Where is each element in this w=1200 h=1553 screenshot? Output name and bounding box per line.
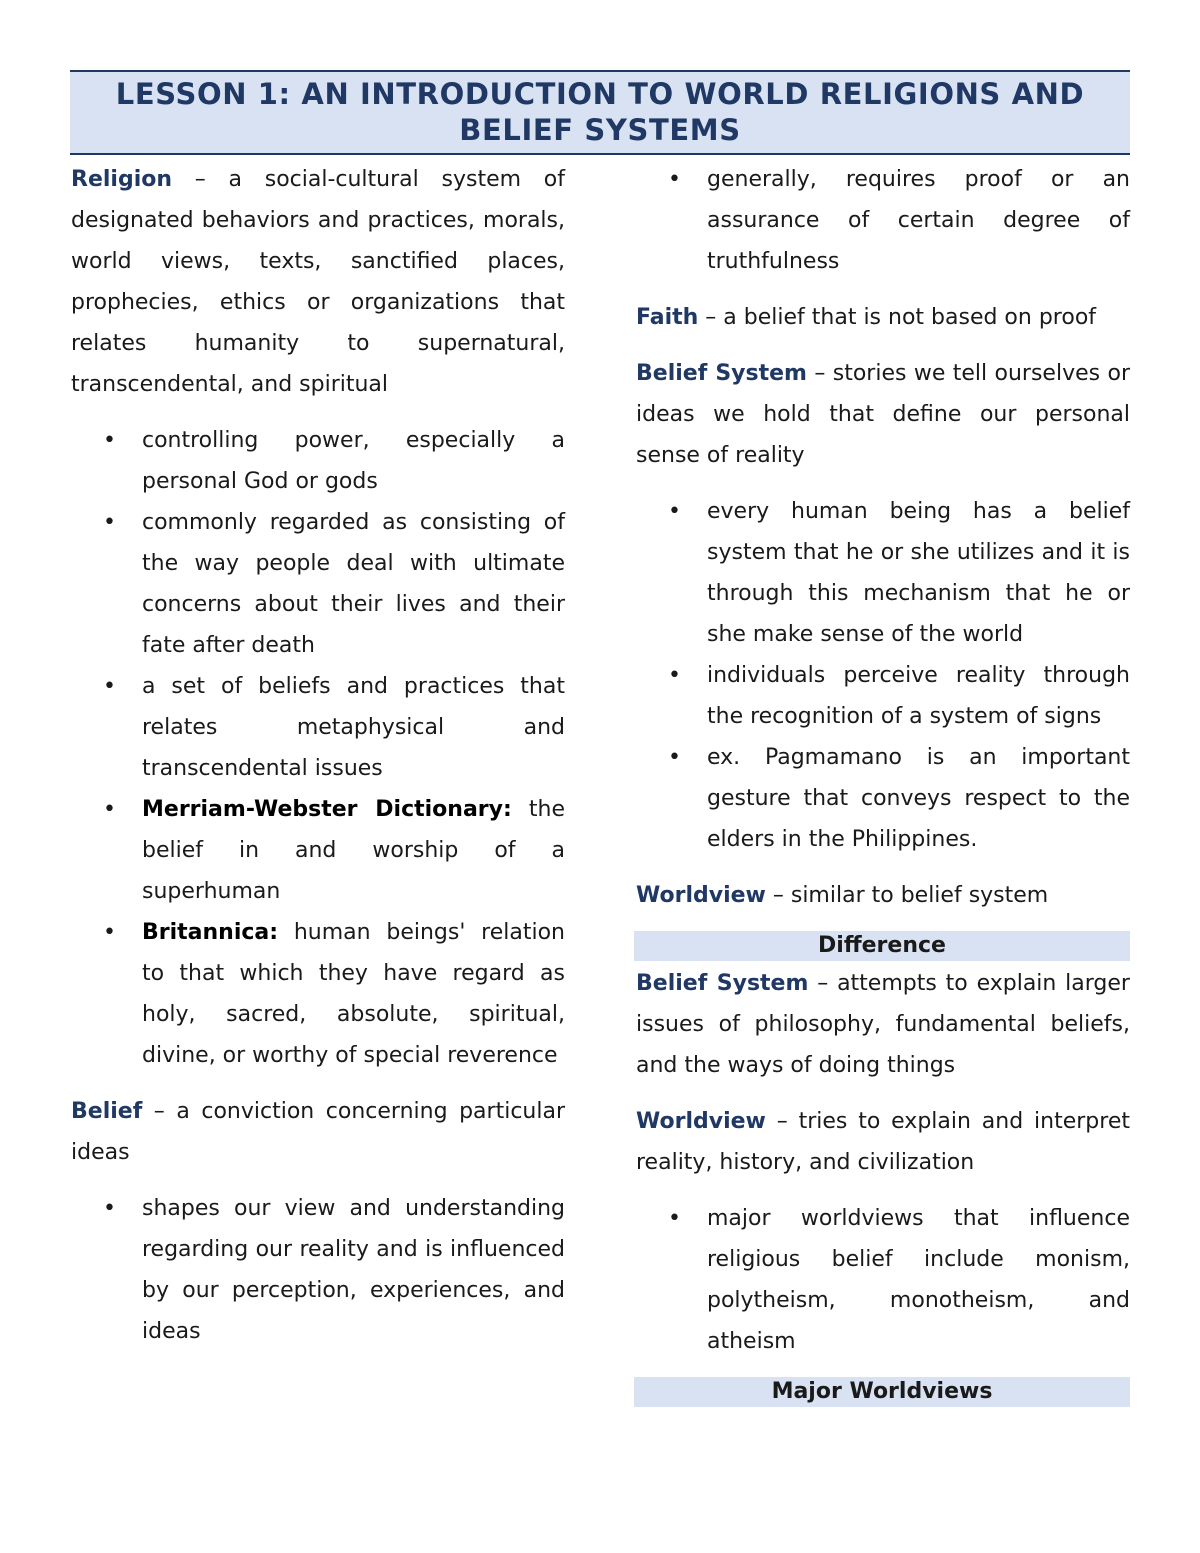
belief-bullet-list (71, 1188, 565, 1352)
belief-definition (71, 1091, 565, 1173)
religion-definition-text: – a social-cultural system of designated behaviors and practices, morals, world views, texts, sanctified places, prophecies, ethics or organizations that relates humanity to supernatural, transcendental, and spiritual (71, 167, 565, 397)
belief-definition-text: – a conviction concerning particular ideas (71, 1099, 565, 1165)
right-column (636, 159, 1130, 1409)
britannica-item (71, 912, 565, 1076)
list-item: • major worldviews that influence religious belief include monism, polytheism, monotheism, and atheism (636, 1198, 1130, 1362)
term-worldview-diff: Worldview (636, 1109, 766, 1134)
list-item: • every human being has a belief system that he or she utilizes and it is through this mechanism that he or she make sense of the world (636, 491, 1130, 655)
difference-worldview-text: – tries to explain and interpret reality, history, and civilization (636, 1109, 1130, 1175)
difference-belief-system-text: – attempts to explain larger issues of philosophy, fundamental beliefs, and the ways of doing things (636, 971, 1130, 1078)
belief-bullet-list-continued (636, 159, 1130, 282)
worldview-definition (636, 875, 1130, 916)
difference-worldview (636, 1101, 1130, 1183)
list-item: • generally, requires proof or an assurance of certain degree of truthfulness (636, 159, 1130, 282)
faith-definition (636, 297, 1130, 338)
term-faith: Faith (636, 305, 699, 330)
britannica-text: human beings' relation to that which they have regard as holy, sacred, absolute, spiritual, divine, or worthy of special reverence (142, 920, 565, 1068)
belief-system-definition (636, 353, 1130, 476)
merriam-webster-text: the belief in and worship of a superhuman (142, 797, 565, 904)
list-item: • ex. Pagmamano is an important gesture that conveys respect to the elders in the Philippines. (636, 737, 1130, 860)
major-worldviews-heading: Major Worldviews (634, 1377, 1130, 1407)
term-belief: Belief (71, 1099, 143, 1124)
britannica-label: Britannica: (142, 920, 279, 945)
list-item: • controlling power, especially a personal God or gods (71, 420, 565, 502)
list-item: • a set of beliefs and practices that relates metaphysical and transcendental issues (71, 666, 565, 789)
lesson-title-banner (70, 70, 1130, 155)
merriam-webster-item (71, 789, 565, 912)
list-item: • individuals perceive reality through the recognition of a system of signs (636, 655, 1130, 737)
faith-definition-text: – a belief that is not based on proof (698, 305, 1097, 330)
worldview-definition-text: – similar to belief system (765, 883, 1049, 908)
belief-system-definition-text: – stories we tell ourselves or ideas we hold that define our personal sense of reality (636, 361, 1130, 468)
term-worldview: Worldview (636, 883, 766, 908)
religion-bullet-list (71, 420, 565, 1076)
term-belief-system: Belief System (636, 361, 807, 386)
lesson-title-line-2: BELIEF SYSTEMS (459, 113, 741, 147)
left-column (71, 159, 565, 1367)
merriam-webster-label: Merriam-Webster Dictionary: (142, 797, 512, 822)
religion-definition (71, 159, 565, 405)
lesson-title-line-1: LESSON 1: AN INTRODUCTION TO WORLD RELIGIONS AND (115, 77, 1085, 111)
term-religion: Religion (71, 167, 173, 192)
difference-belief-system (636, 963, 1130, 1086)
belief-system-bullet-list (636, 491, 1130, 860)
worldview-bullet-list (636, 1198, 1130, 1362)
list-item: • shapes our view and understanding regarding our reality and is influenced by our perception, experiences, and ideas (71, 1188, 565, 1352)
difference-heading: Difference (634, 931, 1130, 961)
list-item: • commonly regarded as consisting of the way people deal with ultimate concerns about their lives and their fate after death (71, 502, 565, 666)
term-belief-system-diff: Belief System (636, 971, 809, 996)
